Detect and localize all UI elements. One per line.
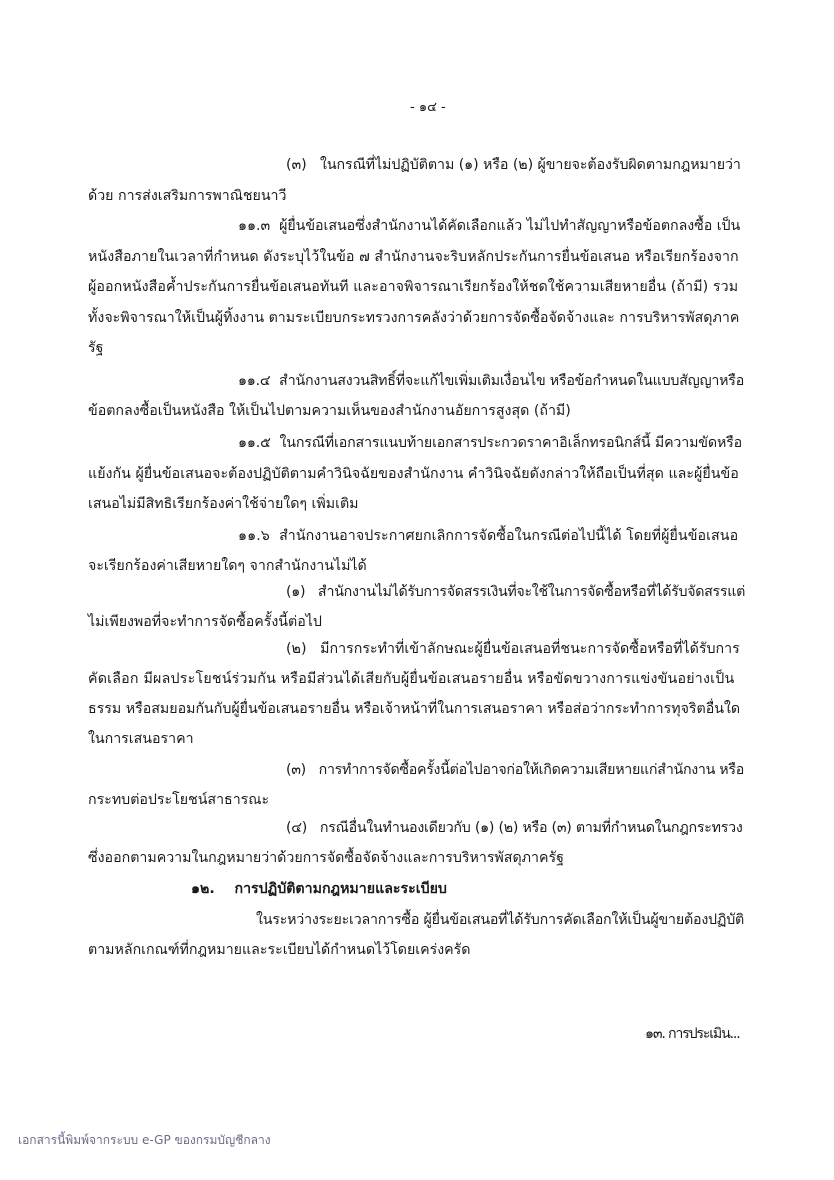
sub-item-line: (๑) สำนักงานไม่ได้รับการจัดสรรเงินที่จะใช้ในการจัดซื้อหรือที่ได้รับจัดสรรแต่ [286, 584, 746, 600]
page-number: - ๑๔ - [410, 100, 446, 115]
body-line: ด้วย การส่งเสริมการพาณิชยนาวี [88, 188, 287, 204]
clause-11-5-line: ๑๑.๕ ในกรณีที่เอกสารแนบท้ายเอกสารประกวดราคาอิเล็กทรอนิกส์นี้ มีความขัดหรือ [238, 435, 743, 451]
body-line: กระทบต่อประโยชน์สาธารณะ [88, 792, 270, 808]
clause-11-3-line: ๑๑.๓ ผู้ยื่นข้อเสนอซึ่งสำนักงานได้คัดเลือกแล้ว ไม่ไปทำสัญญาหรือข้อตกลงซื้อ เป็น [238, 218, 741, 234]
body-line: ในระหว่างระยะเวลาการซื้อ ผู้ยื่นข้อเสนอที่ได้รับการคัดเลือกให้เป็นผู้ขายต้องปฏิบัติ [256, 912, 745, 928]
body-line: คัดเลือก มีผลประโยชน์ร่วมกัน หรือมีส่วนได้เสียกับผู้ยื่นข้อเสนอรายอื่น หรือขัดขวางการแข่งขันอย่างเป็น [88, 671, 735, 687]
footer-note: เอกสารนี้พิมพ์จากระบบ e-GP ของกรมบัญชีกลาง [18, 1133, 271, 1147]
body-line: ในการเสนอราคา [88, 731, 194, 747]
body-line: ทั้งจะพิจารณาให้เป็นผู้ทิ้งงาน ตามระเบียบกระทรวงการคลังว่าด้วยการจัดซื้อจัดจ้างและ การบริหารพัสดุภาค [88, 310, 740, 326]
body-line: รัฐ [88, 340, 104, 356]
body-line: ข้อตกลงซื้อเป็นหนังสือ ให้เป็นไปตามความเห็นของสำนักงานอัยการสูงสุด (ถ้ามี) [88, 403, 571, 419]
sub-item-line: (๔) กรณีอื่นในทำนองเดียวกับ (๑) (๒) หรือ (๓) ตามที่กำหนดในกฎกระทรวง [286, 820, 743, 836]
body-line: แย้งกัน ผู้ยื่นข้อเสนอจะต้องปฏิบัติตามคำวินิจฉัยของสำนักงาน คำวินิจฉัยดังกล่าวให้ถือเป็นที่สุด และผู้ยื่นข้อ [88, 466, 739, 482]
body-line: ผู้ออกหนังสือค้ำประกันการยื่นข้อเสนอทันที และอาจพิจารณาเรียกร้องให้ชดใช้ความเสียหายอื่น (ถ้ามี) รวม [88, 279, 739, 295]
body-line: ไม่เพียงพอที่จะทำการจัดซื้อครั้งนี้ต่อไป [88, 614, 322, 630]
body-line: ตามหลักเกณฑ์ที่กฎหมายและระเบียบได้กำหนดไว้โดยเคร่งครัด [88, 942, 471, 958]
clause-11-6-line: ๑๑.๖ สำนักงานอาจประกาศยกเลิกการจัดซื้อในกรณีต่อไปนี้ได้ โดยที่ผู้ยื่นข้อเสนอ [238, 528, 739, 544]
body-line: ธรรม หรือสมยอมกันกับผู้ยื่นข้อเสนอรายอื่น หรือเจ้าหน้าที่ในการเสนอราคา หรือส่อว่ากระทำการทุจริตอื่นใด [88, 701, 741, 717]
body-line: หนังสือภายในเวลาที่กำหนด ดังระบุไว้ในข้อ ๗ สำนักงานจะริบหลักประกันการยื่นข้อเสนอ หรือเรียกร้องจาก [88, 249, 739, 265]
body-line: เสนอไม่มีสิทธิเรียกร้องค่าใช้จ่ายใดๆ เพิ่มเติม [88, 496, 359, 512]
body-line: จะเรียกร้องค่าเสียหายใดๆ จากสำนักงานไม่ได้ [88, 558, 367, 574]
sub-item-line: (๓) การทำการจัดซื้อครั้งนี้ต่อไปอาจก่อให้เกิดความเสียหายแก่สำนักงาน หรือ [286, 762, 744, 778]
continuation-marker: ๑๓. การประเมิน... [645, 1026, 740, 1042]
sub-item-line: (๒) มีการกระทำที่เข้าลักษณะผู้ยื่นข้อเสนอที่ชนะการจัดซื้อหรือที่ได้รับการ [286, 641, 740, 657]
body-line: (๓) ในกรณีที่ไม่ปฏิบัติตาม (๑) หรือ (๒) ผู้ขายจะต้องรับผิดตามกฎหมายว่า [286, 157, 741, 173]
body-line: ซึ่งออกตามความในกฎหมายว่าด้วยการจัดซื้อจัดจ้างและการบริหารพัสดุภาครัฐ [88, 850, 564, 866]
section-12-heading: ๑๒. การปฏิบัติตามกฎหมายและระเบียบ [191, 881, 447, 897]
clause-11-4-line: ๑๑.๔ สำนักงานสงวนสิทธิ์ที่จะแก้ไขเพิ่มเติมเงื่อนไข หรือข้อกำหนดในแบบสัญญาหรือ [238, 373, 745, 389]
